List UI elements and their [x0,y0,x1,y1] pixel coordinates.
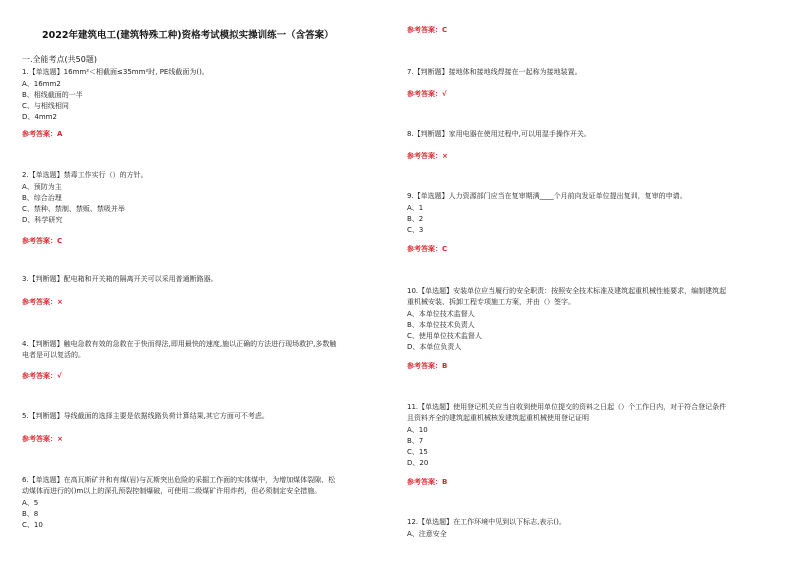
left-q2-line-0: 3.【判断题】配电箱和开关箱的隔离开关可以采用普通断路器。 [22,275,218,283]
left-q3-line-1: 电者是可以复活的。 [22,351,85,359]
right-q6-line-0: 12.【单选题】在工作环境中见到以下标志,表示()。 [407,518,566,526]
left-q0-option-1: B、相线截面的一半 [22,91,83,99]
right-q4-line-0: 10.【单选题】安装单位应当履行的安全职责：按照安全技术标准及建筑起重机械性能要求，编制建筑起 [407,287,727,295]
right-q4-option-0: A、本单位技术监督人 [407,310,475,318]
left-q1-line-0: 2.【单选题】禁毒工作实行（）的方针。 [22,171,148,179]
left-q4-answer [22,435,63,444]
answer-value: × [57,298,63,306]
answer-value: × [57,435,63,443]
answer-value: C [57,237,63,245]
answer-label: 参考答案： [22,237,57,245]
left-q1-option-3: D、科学研究 [22,216,63,224]
answer-value: B [442,362,448,370]
right-q5-option-3: D、20 [407,459,429,467]
answer-label: 参考答案： [407,26,442,34]
left-q3-answer [22,372,62,381]
left-q4-line-0: 5.【判断题】导线截面的选择主要是依据线路负荷计算结果,其它方面可不考虑。 [22,412,269,420]
answer-label: 参考答案： [22,298,57,306]
left-q0-answer [22,130,62,139]
answer-value: √ [57,372,62,380]
left-q5-option-0: A、5 [22,499,39,507]
right-q4-option-3: D、本单位负责人 [407,343,462,351]
left-q1-option-2: C、禁种、禁制、禁贩、禁吸并举 [22,205,125,213]
right-q4-option-1: B、本单位技术负责人 [407,321,475,329]
answer-label: 参考答案： [22,372,57,380]
answer-value: C [442,245,448,253]
left-q5-line-0: 6.【单选题】在高瓦斯矿井和有煤(岩)与瓦斯突出危险的采掘工作面的实体煤中，为增加煤体裂隙、松 [22,476,336,484]
right-q3-line-0: 9.【单选题】人力资源部门应当在复审期满____个月前向发证单位提出复训，复审的申请。 [407,192,687,200]
answer-label: 参考答案： [407,152,442,160]
right-q5-option-2: C、15 [407,448,428,456]
right-q1-line-0: 7.【判断题】接地体和接地线焊接在一起称为接地装置。 [407,68,582,76]
right-q2-answer [407,152,448,161]
left-q1-option-1: B、综合治理 [22,194,62,202]
right-q4-line-1: 重机械安装、拆卸工程专项施工方案，并由（）签字。 [407,298,575,306]
answer-value: √ [442,90,447,98]
right-q5-option-1: B、7 [407,437,424,445]
right-q5-line-0: 11.【单选题】使用登记机关应当自收到使用单位提交的资料之日起（）个工作日内，对于符合登记条件 [407,403,727,411]
right-q3-answer [407,245,447,254]
right-q5-line-1: 且资料齐全的建筑起重机械核发建筑起重机械使用登记证明 [407,414,589,422]
left-q0-line-0: 1.【单选题】16mm²＜相截面≤35mm²时, PE线截面为()。 [22,68,209,76]
right-q3-option-0: A、1 [407,204,424,212]
left-q5-option-1: B、8 [22,510,39,518]
left-q5-option-2: C、10 [22,521,43,529]
left-q0-option-0: A、16mm2 [22,80,61,88]
answer-label: 参考答案： [407,478,442,486]
document-title: 2022年建筑电工(建筑特殊工种)资格考试模拟实操训练一（含答案） [42,30,334,41]
section-heading: 一.全能考点(共50题) [22,55,97,64]
left-q1-option-0: A、预防为主 [22,183,62,191]
right-q5-option-0: A、10 [407,426,428,434]
left-q0-option-2: C、与相线相同 [22,102,69,110]
answer-label: 参考答案： [407,362,442,370]
right-q4-option-2: C、使用单位技术监督人 [407,332,482,340]
answer-label: 参考答案： [22,130,57,138]
right-q3-option-1: B、2 [407,215,424,223]
right-q1-answer [407,90,447,99]
answer-label: 参考答案： [407,245,442,253]
right-q3-option-2: C、3 [407,226,424,234]
answer-label: 参考答案： [22,435,57,443]
right-q4-answer [407,362,447,371]
answer-label: 参考答案： [407,90,442,98]
left-q2-answer [22,298,63,307]
right-q5-answer [407,478,447,487]
answer-value: C [442,26,448,34]
right-q0-answer [407,26,447,35]
right-q2-line-0: 8.【判断题】家用电器在使用过程中,可以用湿手操作开关。 [407,130,591,138]
answer-value: B [442,478,448,486]
answer-value: A [57,130,63,138]
left-q0-option-3: D、4mm2 [22,113,57,121]
left-q1-answer [22,237,62,246]
left-q3-line-0: 4.【判断题】触电急救有效的急救在于快而得法,即用最快的速度,施以正确的方法进行现场救护,多数触 [22,340,337,348]
left-q5-line-1: 动煤体而进行的()m以上的深孔预裂控制爆破，可使用二级煤矿许用炸药，但必须制定安全措施。 [22,487,322,495]
right-q6-option-0: A、注意安全 [407,530,447,538]
answer-value: × [442,152,448,160]
